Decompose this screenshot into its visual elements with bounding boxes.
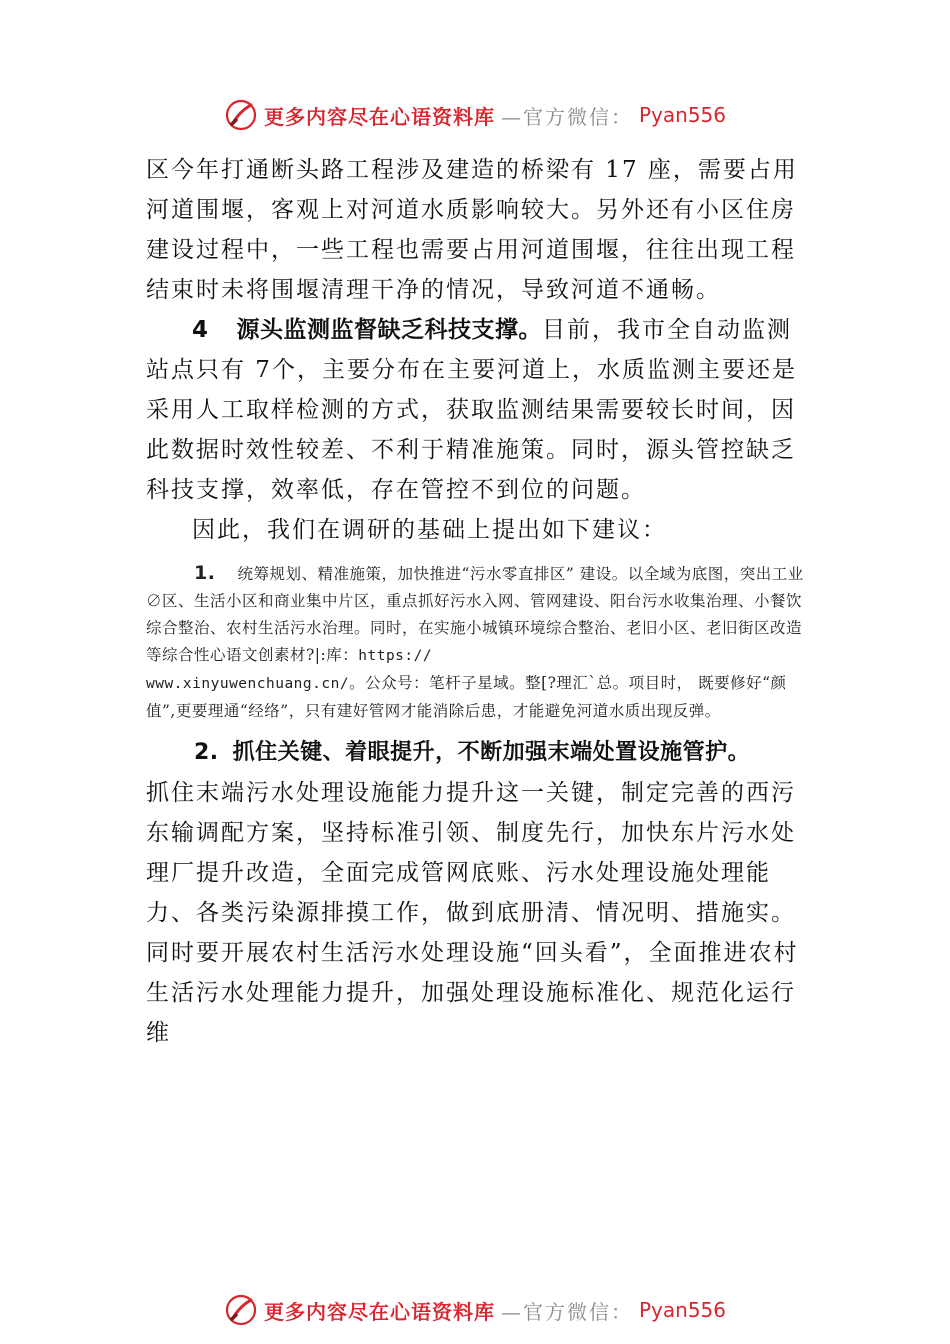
document-body <box>146 150 816 1053</box>
banner-wechat-id: Pyan556 <box>638 1298 726 1322</box>
paragraph-monitoring-number: 4 <box>192 317 209 343</box>
paragraph-suggestions-intro: 因此，我们在调研的基础上提出如下建议： <box>192 517 667 543</box>
suggestion-2-body: 抓住末端污水处理设施能力提升这一关键，制定完善的西污东输调配方案，坚持标准引领、制度先行，加快东片污水处理厂提升改造，全面完成管网底账、污水处理设施处理能力、各类污染源排摸工作，做到底册清、情况明、措施实。同时要开展农村生活污水处理设施“回头看”，全面推进农村生活污水处理能力提升，加强处理设施标准化、规范化运行维 <box>146 780 799 1046</box>
banner-library-text: 更多内容尽在心语资料库 <box>263 104 495 129</box>
brush-logo-icon <box>224 98 258 132</box>
brush-logo-icon <box>224 1293 258 1327</box>
banner-wechat-label: —官方微信： <box>500 104 633 129</box>
suggestion-2-title: 抓住关键、着眼提升，不断加强末端处置设施管护。 <box>232 740 751 765</box>
paragraph-monitoring-body: 目前，我市全自动监测站点只有 7个，主要分布在主要河道上，水质监测主要还是采用人工取样检测的方式，获取监测结果需要较长时间，因此数据时效性较差、不利于精准施策。同时，源头管控缺乏科技支撑，效率低，存在管控不到位的问题。 <box>146 317 797 503</box>
suggestion-1-number: 1. <box>194 562 216 584</box>
footer-banner <box>0 1290 950 1330</box>
paragraph-monitoring-heading: 源头监测监督缺乏科技支撑。 <box>236 317 542 343</box>
suggestion-1-url[interactable]: https:// www.xinyuwenchuang.cn/ <box>146 648 433 692</box>
suggestion-2-heading <box>146 733 816 773</box>
paragraph-bridges: 区今年打通断头路工程涉及建造的桥梁有 17 座，需要占用河道围堰，客观上对河道水质影响较大。另外还有小区住房建设过程中，一些工程也需要占用河道围堰，往往出现工程结束时未将围堰清理干净的情况，导致河道不通畅。 <box>146 157 798 303</box>
suggestion-1-text-a: 统筹规划、精准施策，加快推进“污水零直排区” 建设。以全域为底图，突出工业∅区、生活小区和商业集中片区，重点抓好污水入网、管网建设、阳台污水收集治理、小餐饮综合整治、农村生活污水治理。同时，在实施小城镇环境综合整治、老旧小区、老旧街区改造等综合性心语文创素材?|:库： <box>146 565 804 664</box>
paragraph-monitoring <box>146 310 816 510</box>
suggestion-1 <box>146 560 816 725</box>
header-banner <box>0 95 950 135</box>
suggestion-1-text-b: 。公众号：笔杆子星域。整[?理汇`总。项目时， 既要修好“颜值”,更要理通“经络”，只有建好管网才能消除后患，才能避免河道水质出现反弹。 <box>146 674 787 720</box>
banner-library-text: 更多内容尽在心语资料库 <box>263 1299 495 1324</box>
banner-wechat-id: Pyan556 <box>638 103 726 127</box>
suggestion-2-number: 2. <box>194 740 219 765</box>
banner-wechat-label: —官方微信： <box>500 1299 633 1324</box>
